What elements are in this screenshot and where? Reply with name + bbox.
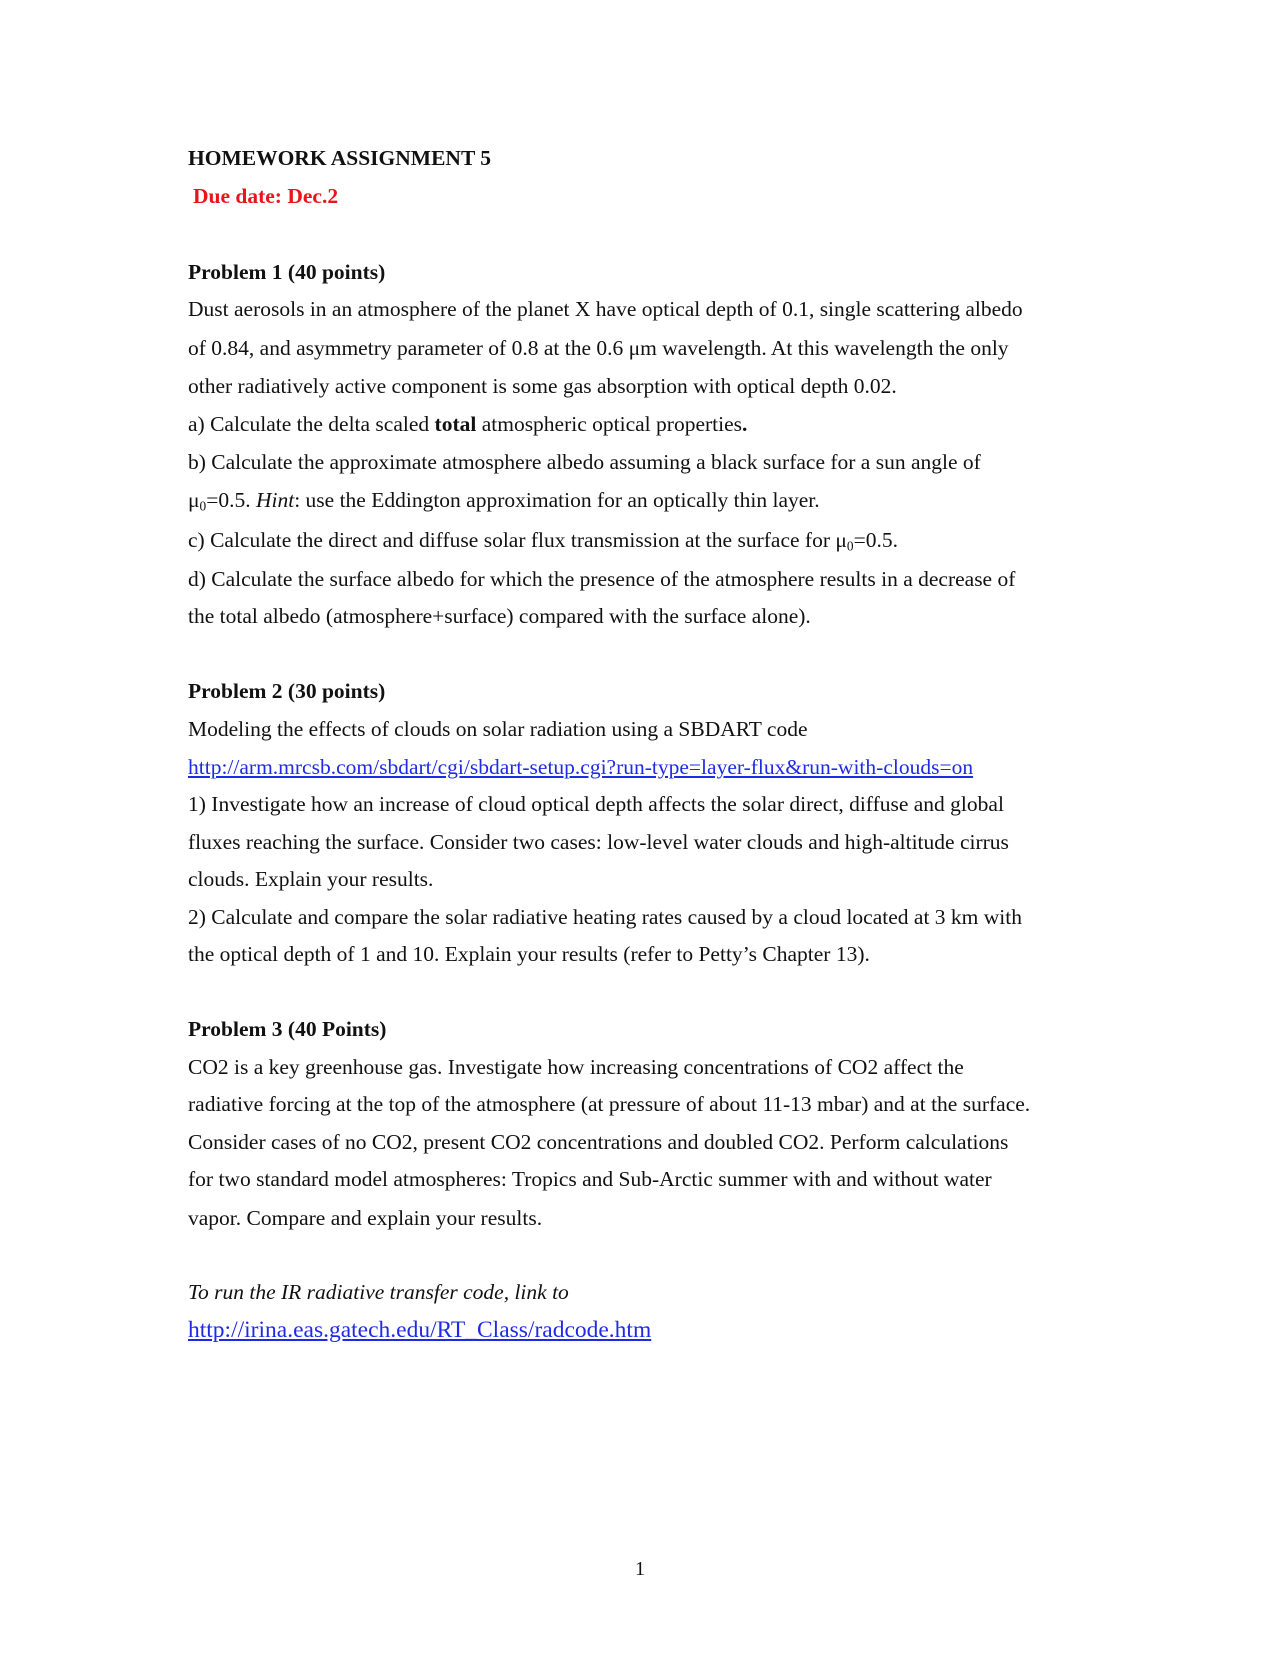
problem1-part-d-line1: d) Calculate the surface albedo for which the presence of the atmosphere results in a decrease of (188, 567, 1016, 591)
problem2-q2-line1: 2) Calculate and compare the solar radiative heating rates caused by a cloud located at 3 km with (188, 905, 1022, 929)
problem1-part-b-line2 (188, 487, 820, 513)
problem1-part-a (188, 411, 747, 437)
problem2-q1-line1: 1) Investigate how an increase of cloud optical depth affects the solar direct, diffuse and global (188, 792, 1004, 816)
problem3-line5: vapor. Compare and explain your results. (188, 1206, 543, 1230)
radcode-link[interactable]: http://irina.eas.gatech.edu/RT_Class/radcode.htm (188, 1317, 652, 1343)
problem3-line4: for two standard model atmospheres: Tropics and Sub-Arctic summer with and without water (188, 1167, 992, 1191)
part-b-value: =0.5. (206, 488, 256, 512)
part-c-value: =0.5. (853, 528, 898, 552)
page-number: 1 (635, 1558, 645, 1580)
problem3-line2: radiative forcing at the top of the atmosphere (at pressure of about 11-13 mbar) and at the surface. (188, 1092, 1031, 1116)
part-b-hint-text: : use the Eddington approximation for an optically thin layer. (294, 488, 820, 512)
document-title: HOMEWORK ASSIGNMENT 5 (188, 146, 492, 170)
problem2-q1-line2: fluxes reaching the surface. Consider two cases: low-level water clouds and high-altitude cirrus (188, 830, 1009, 854)
part-c-text: c) Calculate the direct and diffuse solar flux transmission at the surface for (188, 528, 836, 552)
problem2-q2-line2: the optical depth of 1 and 10. Explain your results (refer to Petty’s Chapter 13). (188, 942, 870, 966)
problem3-line1: CO2 is a key greenhouse gas. Investigate how increasing concentrations of CO2 affect the (188, 1055, 964, 1079)
problem2-intro: Modeling the effects of clouds on solar radiation using a SBDART code (188, 717, 808, 741)
problem1-part-b-line1: b) Calculate the approximate atmosphere albedo assuming a black surface for a sun angle of (188, 450, 981, 474)
problem2-heading: Problem 2 (30 points) (188, 679, 386, 703)
problem1-heading: Problem 1 (40 points) (188, 260, 386, 284)
problem1-part-c (188, 527, 898, 553)
part-a-suffix: atmospheric optical properties (476, 412, 743, 436)
problem1-intro-line3: other radiatively active component is some gas absorption with optical depth 0.02. (188, 374, 897, 398)
part-a-bold-word: total (434, 412, 477, 436)
problem3-line3: Consider cases of no CO2, present CO2 concentrations and doubled CO2. Perform calculations (188, 1130, 1009, 1154)
problem2-q1-line3: clouds. Explain your results. (188, 867, 434, 891)
due-date: Due date: Dec.2 (193, 184, 339, 208)
mu-subscript: 0 (846, 538, 854, 554)
hint-label: Hint (255, 488, 295, 512)
problem1-intro-line1: Dust aerosols in an atmosphere of the planet X have optical depth of 0.1, single scattering albedo (188, 297, 1023, 321)
mu-symbol: μ (188, 488, 200, 512)
sbdart-link[interactable]: http://arm.mrcsb.com/sbdart/cgi/sbdart-setup.cgi?run-type=layer-flux&run-with-clouds=on (188, 755, 974, 779)
mu-symbol: μ (835, 528, 847, 552)
problem3-heading: Problem 3 (40 Points) (188, 1017, 387, 1041)
part-a-prefix: a) Calculate the delta scaled (188, 412, 435, 436)
problem1-part-d-line2: the total albedo (atmosphere+surface) compared with the surface alone). (188, 604, 811, 628)
radcode-note: To run the IR radiative transfer code, link to (188, 1280, 569, 1304)
part-a-period: . (742, 412, 748, 436)
mu-subscript: 0 (199, 498, 207, 514)
problem1-intro-line2: of 0.84, and asymmetry parameter of 0.8 at the 0.6 μm wavelength. At this wavelength the only (188, 336, 1009, 360)
